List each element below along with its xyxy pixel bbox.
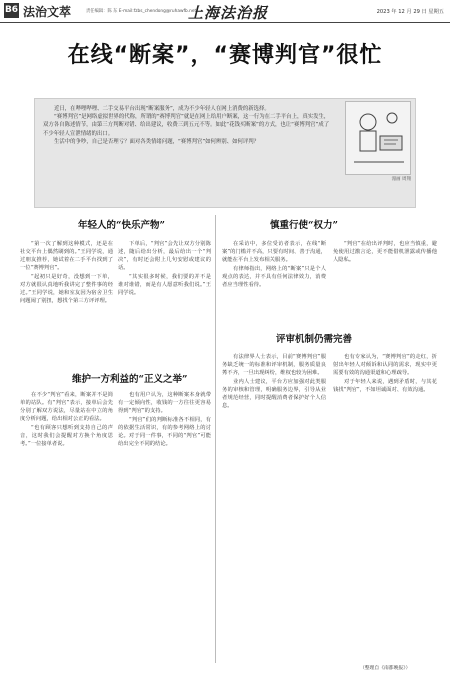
cartoon-illustration xyxy=(345,101,411,175)
article-column xyxy=(20,391,113,656)
article-paragraph: “判官”在给出评判时，也应当慎重，避免使用过激言论，更不能借机泄露或传播他人隐私。 xyxy=(333,241,437,263)
section-title: 法治文萃 xyxy=(23,5,72,19)
article-paragraph: 在采访中，多位受访者表示，在线“断案”的门槛并不高，只要有时间、善于沟通，就能在平台上发布相关服务。 xyxy=(222,241,326,263)
page-number-badge: B6 xyxy=(4,3,19,18)
illustration-credit: 漫画 周翔 xyxy=(391,177,411,182)
article-paragraph: 对于年轻人来说，遇到矛盾时，与其花钱找“判官”，不如坦诚面对、有效沟通。 xyxy=(333,379,437,393)
newspaper-masthead: 上海法治报 xyxy=(188,4,269,22)
article-paragraph: 下单后，“判官”会先让双方分别陈述，随后给出分析，最后给出一个“判决”，有时还会附上几句安慰或建议的话。 xyxy=(118,241,211,271)
lead-paragraph: 生活中的争吵，自己是否理亏？面对各类情绪问题，“赛博判官”如何辨别、如何评判？ xyxy=(54,138,260,145)
section-heading: 年轻人的“快乐产物” xyxy=(78,220,165,231)
article-paragraph: “其实很多时候，我们要的并不是谁对谁错，而是有人愿意听我们说。”王同学说。 xyxy=(118,274,211,296)
section-heading: 慎重行使“权力” xyxy=(270,220,338,231)
article-column xyxy=(20,240,113,350)
lead-paragraph: “赛博判官”是网络虚拟世界的代称，所谓的“赛博判官”就是在网上给用户断案，这一行为在二手平台上，真实发生，双方各自陈述情节，由第三方判断对错、给出建议，收费三到五元不等。如此“花钱买断案”的方式，也让“赛博判官”成了不少年轻人宣泄情绪的出口。 xyxy=(43,114,330,137)
article-paragraph: “也有顾客只想听到支持自己的声音，这时我们会提醒对方换个角度思考。”一位接单者说。 xyxy=(20,425,113,447)
issue-date: 2023 年 12 月 29 日 星期五 xyxy=(376,9,444,15)
article-column xyxy=(118,391,211,656)
column-divider xyxy=(215,215,216,663)
article-headline: 在线“断案”，“赛博判官”很忙 xyxy=(67,43,383,68)
article-column xyxy=(333,240,437,318)
article-column xyxy=(222,353,326,658)
article-paragraph: “判官”们的判断标准各不相同，有的依据生活常识，有的参考网络上的讨论。对于同一件事，不同的“判官”可能给出完全不同的结论。 xyxy=(118,417,211,447)
article-column xyxy=(222,240,326,318)
article-paragraph: 业内人士建议，平台方应加强对此类服务的审核和管理，明确服务边界，引导从业者规范经营，同时提醒消费者保护好个人信息。 xyxy=(222,379,326,409)
article-paragraph: 在不少“判官”看来，断案并不是简单的站队。有“判官”表示，接单后会先分别了解双方说法，尽量站在中立的角度分析问题，给出相对公正的看法。 xyxy=(20,392,113,422)
article-paragraph: “第一次了解到这种模式，还是在社交平台上偶然刷到的。”王同学说，通过朋友推荐，她试着在二手平台找到了一位“赛博判官”。 xyxy=(20,241,113,271)
page-header xyxy=(0,0,450,23)
article-paragraph: 有法律界人士表示，目前“赛博判官”服务缺乏统一的标准和评审机制，服务质量良莠不齐，一旦出现纠纷，维权也较为困难。 xyxy=(222,354,326,376)
section-heading: 评审机制仍需完善 xyxy=(276,334,353,345)
article-column xyxy=(333,353,437,658)
article-paragraph: 有律师指出，网络上的“断案”只是个人观点的表达，并不具有任何法律效力，消费者应当理性看待。 xyxy=(222,266,326,288)
source-note: （整理自《南都晚报》） xyxy=(360,666,411,671)
article-column xyxy=(118,240,211,350)
article-paragraph: “起初只是好奇，没想到一下单，对方就很认真地听我讲完了整件事的经过。”王同学说，她和室友因为宿舍卫生问题闹了别扭，想找个第三方评评理。 xyxy=(20,274,113,304)
editor-info: 责任编辑：陈 东 E-mail:fzbs_chendong@ruhawfb.net xyxy=(86,9,197,14)
section-heading: 维护一方利益的“正义之举” xyxy=(72,374,188,385)
lead-paragraph: 近日，在哔哩哔哩、二手交易平台出现“断案服务”，成为不少年轻人在网上消费的新选择。 xyxy=(54,106,270,112)
article-paragraph: 也有专家认为，“赛博判官”的走红，折射出年轻人对倾诉和认同的需求，现实中更需要有效的沟通渠道和心理疏导。 xyxy=(333,354,437,376)
article-paragraph: 也有用户认为，这种断案本身就带有一定倾向性，收钱的一方往往更容易得到“判官”的支持。 xyxy=(118,392,211,414)
